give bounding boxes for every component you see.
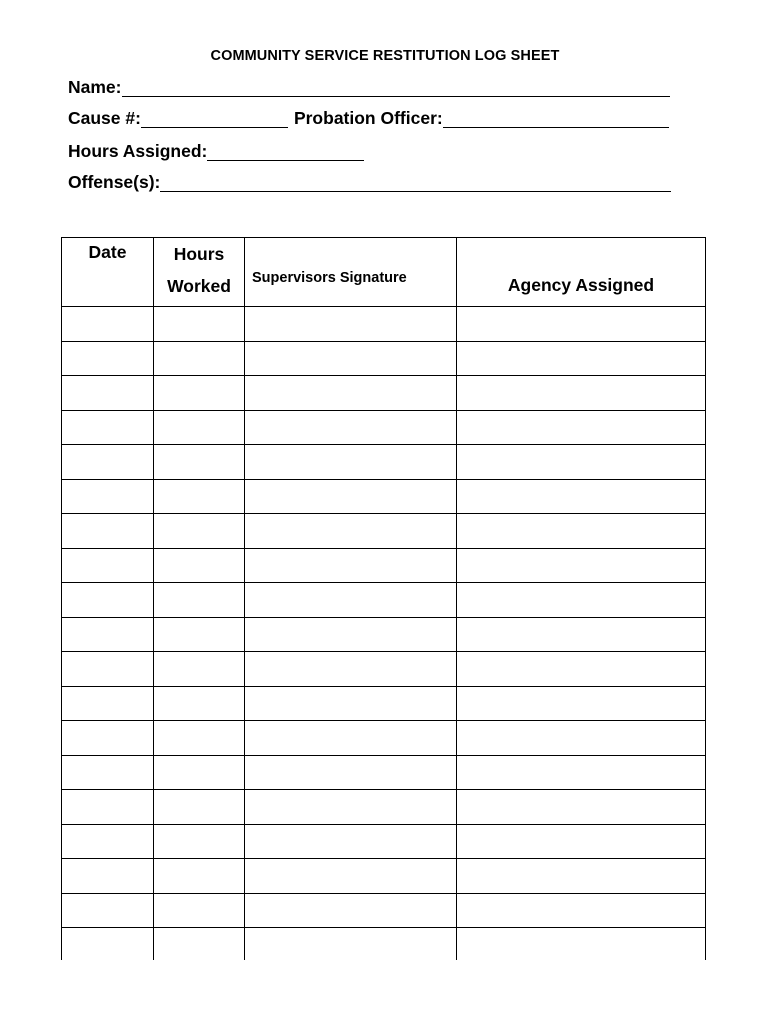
hours-worked-cell[interactable] (154, 307, 245, 342)
supervisor-signature-cell[interactable] (245, 307, 457, 342)
hours-assigned-blank[interactable] (207, 143, 364, 161)
table-row (62, 583, 706, 618)
agency-assigned-cell[interactable] (457, 721, 706, 756)
supervisor-signature-cell[interactable] (245, 790, 457, 825)
agency-assigned-cell[interactable] (457, 514, 706, 549)
log-table (61, 237, 706, 960)
agency-assigned-cell[interactable] (457, 617, 706, 652)
hours-worked-cell[interactable] (154, 583, 245, 618)
hours-worked-cell[interactable] (154, 859, 245, 894)
offenses-label: Offense(s): (68, 172, 161, 192)
hours-worked-cell[interactable] (154, 824, 245, 859)
name-field-row (68, 77, 670, 98)
supervisor-signature-cell[interactable] (245, 755, 457, 790)
agency-assigned-cell[interactable] (457, 928, 706, 961)
table-row (62, 859, 706, 894)
agency-assigned-cell[interactable] (457, 341, 706, 376)
cause-probation-row (68, 108, 669, 129)
date-cell[interactable] (62, 893, 154, 928)
offenses-row (68, 172, 671, 193)
table-row (62, 721, 706, 756)
agency-assigned-header: Agency Assigned (457, 238, 706, 307)
agency-assigned-cell[interactable] (457, 824, 706, 859)
hours-worked-cell[interactable] (154, 686, 245, 721)
table-row (62, 652, 706, 687)
cause-label: Cause #: (68, 108, 141, 128)
agency-assigned-cell[interactable] (457, 479, 706, 514)
supervisor-signature-cell[interactable] (245, 824, 457, 859)
table-row (62, 686, 706, 721)
table-row (62, 617, 706, 652)
supervisor-signature-cell[interactable] (245, 376, 457, 411)
agency-assigned-cell[interactable] (457, 755, 706, 790)
date-cell[interactable] (62, 721, 154, 756)
hours-worked-cell[interactable] (154, 755, 245, 790)
date-cell[interactable] (62, 652, 154, 687)
date-cell[interactable] (62, 755, 154, 790)
page-title: COMMUNITY SERVICE RESTITUTION LOG SHEET (210, 48, 560, 64)
table-header-row (62, 238, 706, 307)
supervisor-signature-header: Supervisors Signature (245, 238, 457, 307)
hours-worked-cell[interactable] (154, 514, 245, 549)
supervisor-signature-cell[interactable] (245, 859, 457, 894)
table-row (62, 755, 706, 790)
agency-assigned-cell[interactable] (457, 790, 706, 825)
agency-assigned-cell[interactable] (457, 410, 706, 445)
hours-worked-cell[interactable] (154, 410, 245, 445)
hours-worked-cell[interactable] (154, 445, 245, 480)
supervisor-signature-cell[interactable] (245, 583, 457, 618)
supervisor-signature-cell[interactable] (245, 479, 457, 514)
date-cell[interactable] (62, 790, 154, 825)
hours-assigned-row (68, 141, 364, 162)
name-blank[interactable] (122, 79, 670, 97)
agency-assigned-cell[interactable] (457, 307, 706, 342)
supervisor-signature-cell[interactable] (245, 652, 457, 687)
agency-assigned-cell[interactable] (457, 893, 706, 928)
table-row (62, 824, 706, 859)
supervisor-signature-cell[interactable] (245, 893, 457, 928)
supervisor-signature-cell[interactable] (245, 928, 457, 961)
hours-worked-cell[interactable] (154, 548, 245, 583)
table-row (62, 479, 706, 514)
table-row (62, 790, 706, 825)
supervisor-signature-cell[interactable] (245, 410, 457, 445)
date-header: Date (62, 238, 154, 307)
table-row (62, 376, 706, 411)
table-row (62, 514, 706, 549)
table-row (62, 341, 706, 376)
hours-worked-cell[interactable] (154, 652, 245, 687)
date-cell[interactable] (62, 445, 154, 480)
supervisor-signature-cell[interactable] (245, 341, 457, 376)
agency-assigned-cell[interactable] (457, 686, 706, 721)
agency-assigned-cell[interactable] (457, 583, 706, 618)
hours-worked-cell[interactable] (154, 893, 245, 928)
hours-worked-cell[interactable] (154, 341, 245, 376)
date-cell[interactable] (62, 859, 154, 894)
date-cell[interactable] (62, 686, 154, 721)
hours-assigned-label: Hours Assigned: (68, 141, 208, 161)
date-cell[interactable] (62, 341, 154, 376)
hours-worked-cell[interactable] (154, 617, 245, 652)
offenses-blank[interactable] (160, 174, 671, 192)
agency-assigned-cell[interactable] (457, 445, 706, 480)
agency-assigned-cell[interactable] (457, 652, 706, 687)
agency-assigned-cell[interactable] (457, 548, 706, 583)
supervisor-signature-cell[interactable] (245, 445, 457, 480)
table-row (62, 307, 706, 342)
supervisor-signature-cell[interactable] (245, 514, 457, 549)
date-cell[interactable] (62, 617, 154, 652)
supervisor-signature-cell[interactable] (245, 617, 457, 652)
name-label: Name: (68, 77, 122, 97)
date-cell[interactable] (62, 824, 154, 859)
supervisor-signature-cell[interactable] (245, 721, 457, 756)
hours-worked-cell[interactable] (154, 721, 245, 756)
hours-worked-cell[interactable] (154, 376, 245, 411)
agency-assigned-cell[interactable] (457, 376, 706, 411)
table-row (62, 410, 706, 445)
date-cell[interactable] (62, 928, 154, 961)
table-row (62, 548, 706, 583)
agency-assigned-cell[interactable] (457, 859, 706, 894)
date-cell[interactable] (62, 548, 154, 583)
supervisor-signature-cell[interactable] (245, 548, 457, 583)
date-cell[interactable] (62, 583, 154, 618)
table-row (62, 445, 706, 480)
hours-worked-cell[interactable] (154, 479, 245, 514)
date-cell[interactable] (62, 479, 154, 514)
table-row (62, 893, 706, 928)
hours-worked-cell[interactable] (154, 928, 245, 961)
date-cell[interactable] (62, 410, 154, 445)
date-cell[interactable] (62, 514, 154, 549)
table-row (62, 928, 706, 961)
date-cell[interactable] (62, 307, 154, 342)
supervisor-signature-cell[interactable] (245, 686, 457, 721)
probation-officer-label: Probation Officer: (293, 108, 443, 128)
date-cell[interactable] (62, 376, 154, 411)
cause-blank[interactable] (141, 110, 288, 128)
hours-worked-cell[interactable] (154, 790, 245, 825)
probation-officer-blank[interactable] (443, 110, 669, 128)
hours-worked-header: Hours Worked (154, 238, 245, 307)
